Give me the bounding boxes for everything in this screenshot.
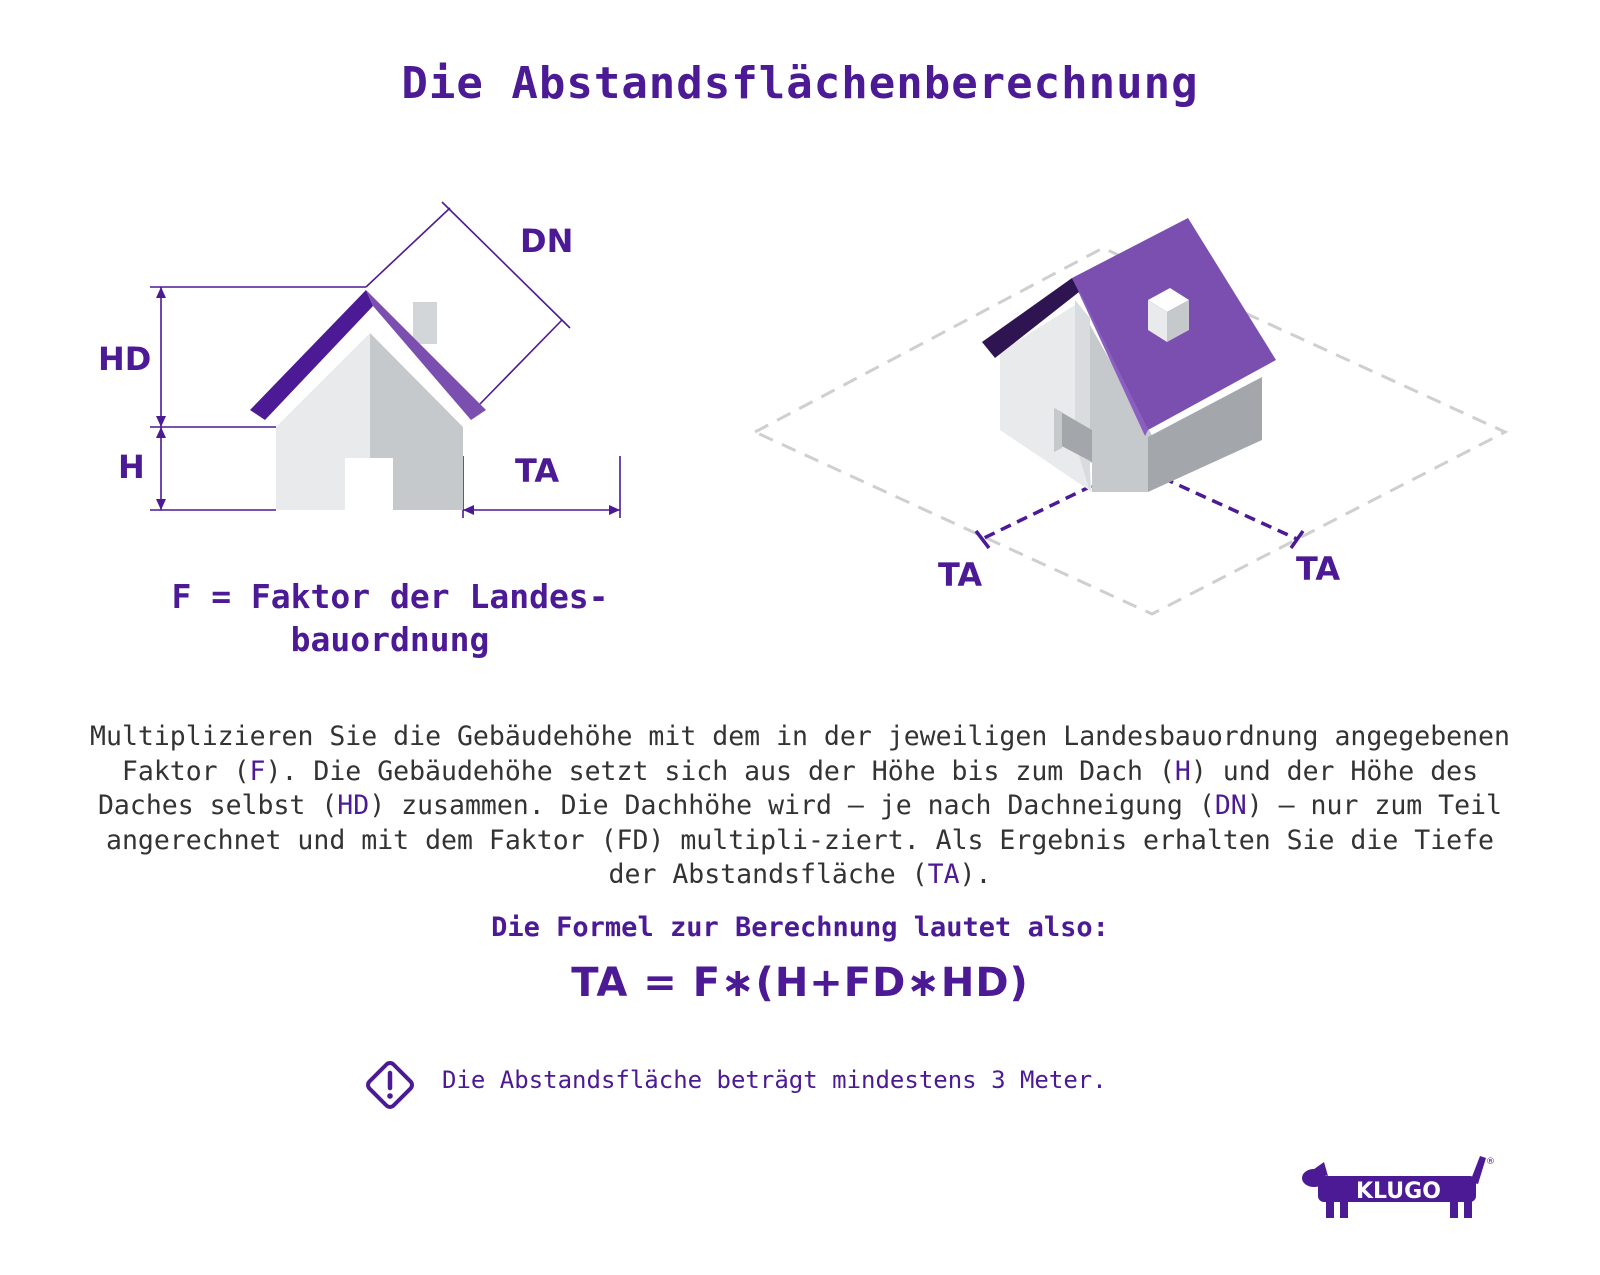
page-title: Die Abstandsflächenberechnung [401,58,1199,109]
formula-intro: Die Formel zur Berechnung lautet also: [491,912,1109,943]
paragraph-text-1: Multiplizieren Sie die Gebäudehöhe mit dem in der jeweiligen Landesbauordnung angegebenen Faktor ( [90,721,1510,787]
right-house-diagram [755,218,1505,614]
warning-icon [360,1055,420,1115]
logo-dog-tail [1470,1156,1486,1184]
label-h: H [118,448,145,486]
label-ta: TA [515,452,560,490]
paragraph-text-2: ). Die Gebäudehöhe setzt sich aus der Höhe bis zum Dach ( [265,755,1175,787]
left-house-diagram [98,202,620,518]
logo-dog-leg-3 [1450,1198,1458,1218]
factor-line-1: F = Faktor der Landes- [171,577,609,616]
paragraph-highlight-ta: TA [927,859,960,890]
explanation-paragraph [80,720,1520,893]
logo-dog-leg-2 [1340,1198,1348,1218]
logo-dog-leg-4 [1464,1198,1472,1218]
chimney-left [413,302,437,344]
formula: TA = F∗(H+FD∗HD) [571,960,1029,1006]
label-hd: HD [98,340,152,378]
logo-dog-leg-1 [1326,1198,1334,1218]
paragraph-highlight-hd: HD [337,790,370,821]
paragraph-highlight-f: F [249,755,266,787]
paragraph-text-5: ) – nur zum Teil angerechnet und mit dem Faktor (FD) multipli-ziert. Als Ergebnis erhalten Sie die Tiefe der Abstandsfläche ( [105,790,1503,890]
klugo-logo [1300,1150,1510,1225]
logo-registered-mark: ® [1486,1157,1495,1167]
factor-definition [130,575,650,661]
paragraph-text-4: ) zusammen. Die Dachhöhe wird – je nach Dachneigung ( [369,790,1215,821]
paragraph-highlight-dn: DN [1214,790,1247,821]
paragraph-text-3: ) und der Höhe des Daches selbst ( [97,755,1479,821]
label-ta-left: TA [938,556,983,594]
paragraph-text-6: ). [959,859,992,890]
label-ta-right: TA [1296,550,1341,588]
label-dn: DN [520,222,574,260]
ta-line-ends [976,531,1303,548]
iso-door-side [1054,408,1062,452]
paragraph-highlight-h: H [1174,755,1191,787]
minimum-distance-note: Die Abstandsfläche beträgt mindestens 3 Meter. [442,1066,1107,1094]
logo-wordmark: KLUGO [1356,1179,1441,1204]
factor-line-2: bauordnung [290,620,490,659]
door-left [345,458,393,510]
